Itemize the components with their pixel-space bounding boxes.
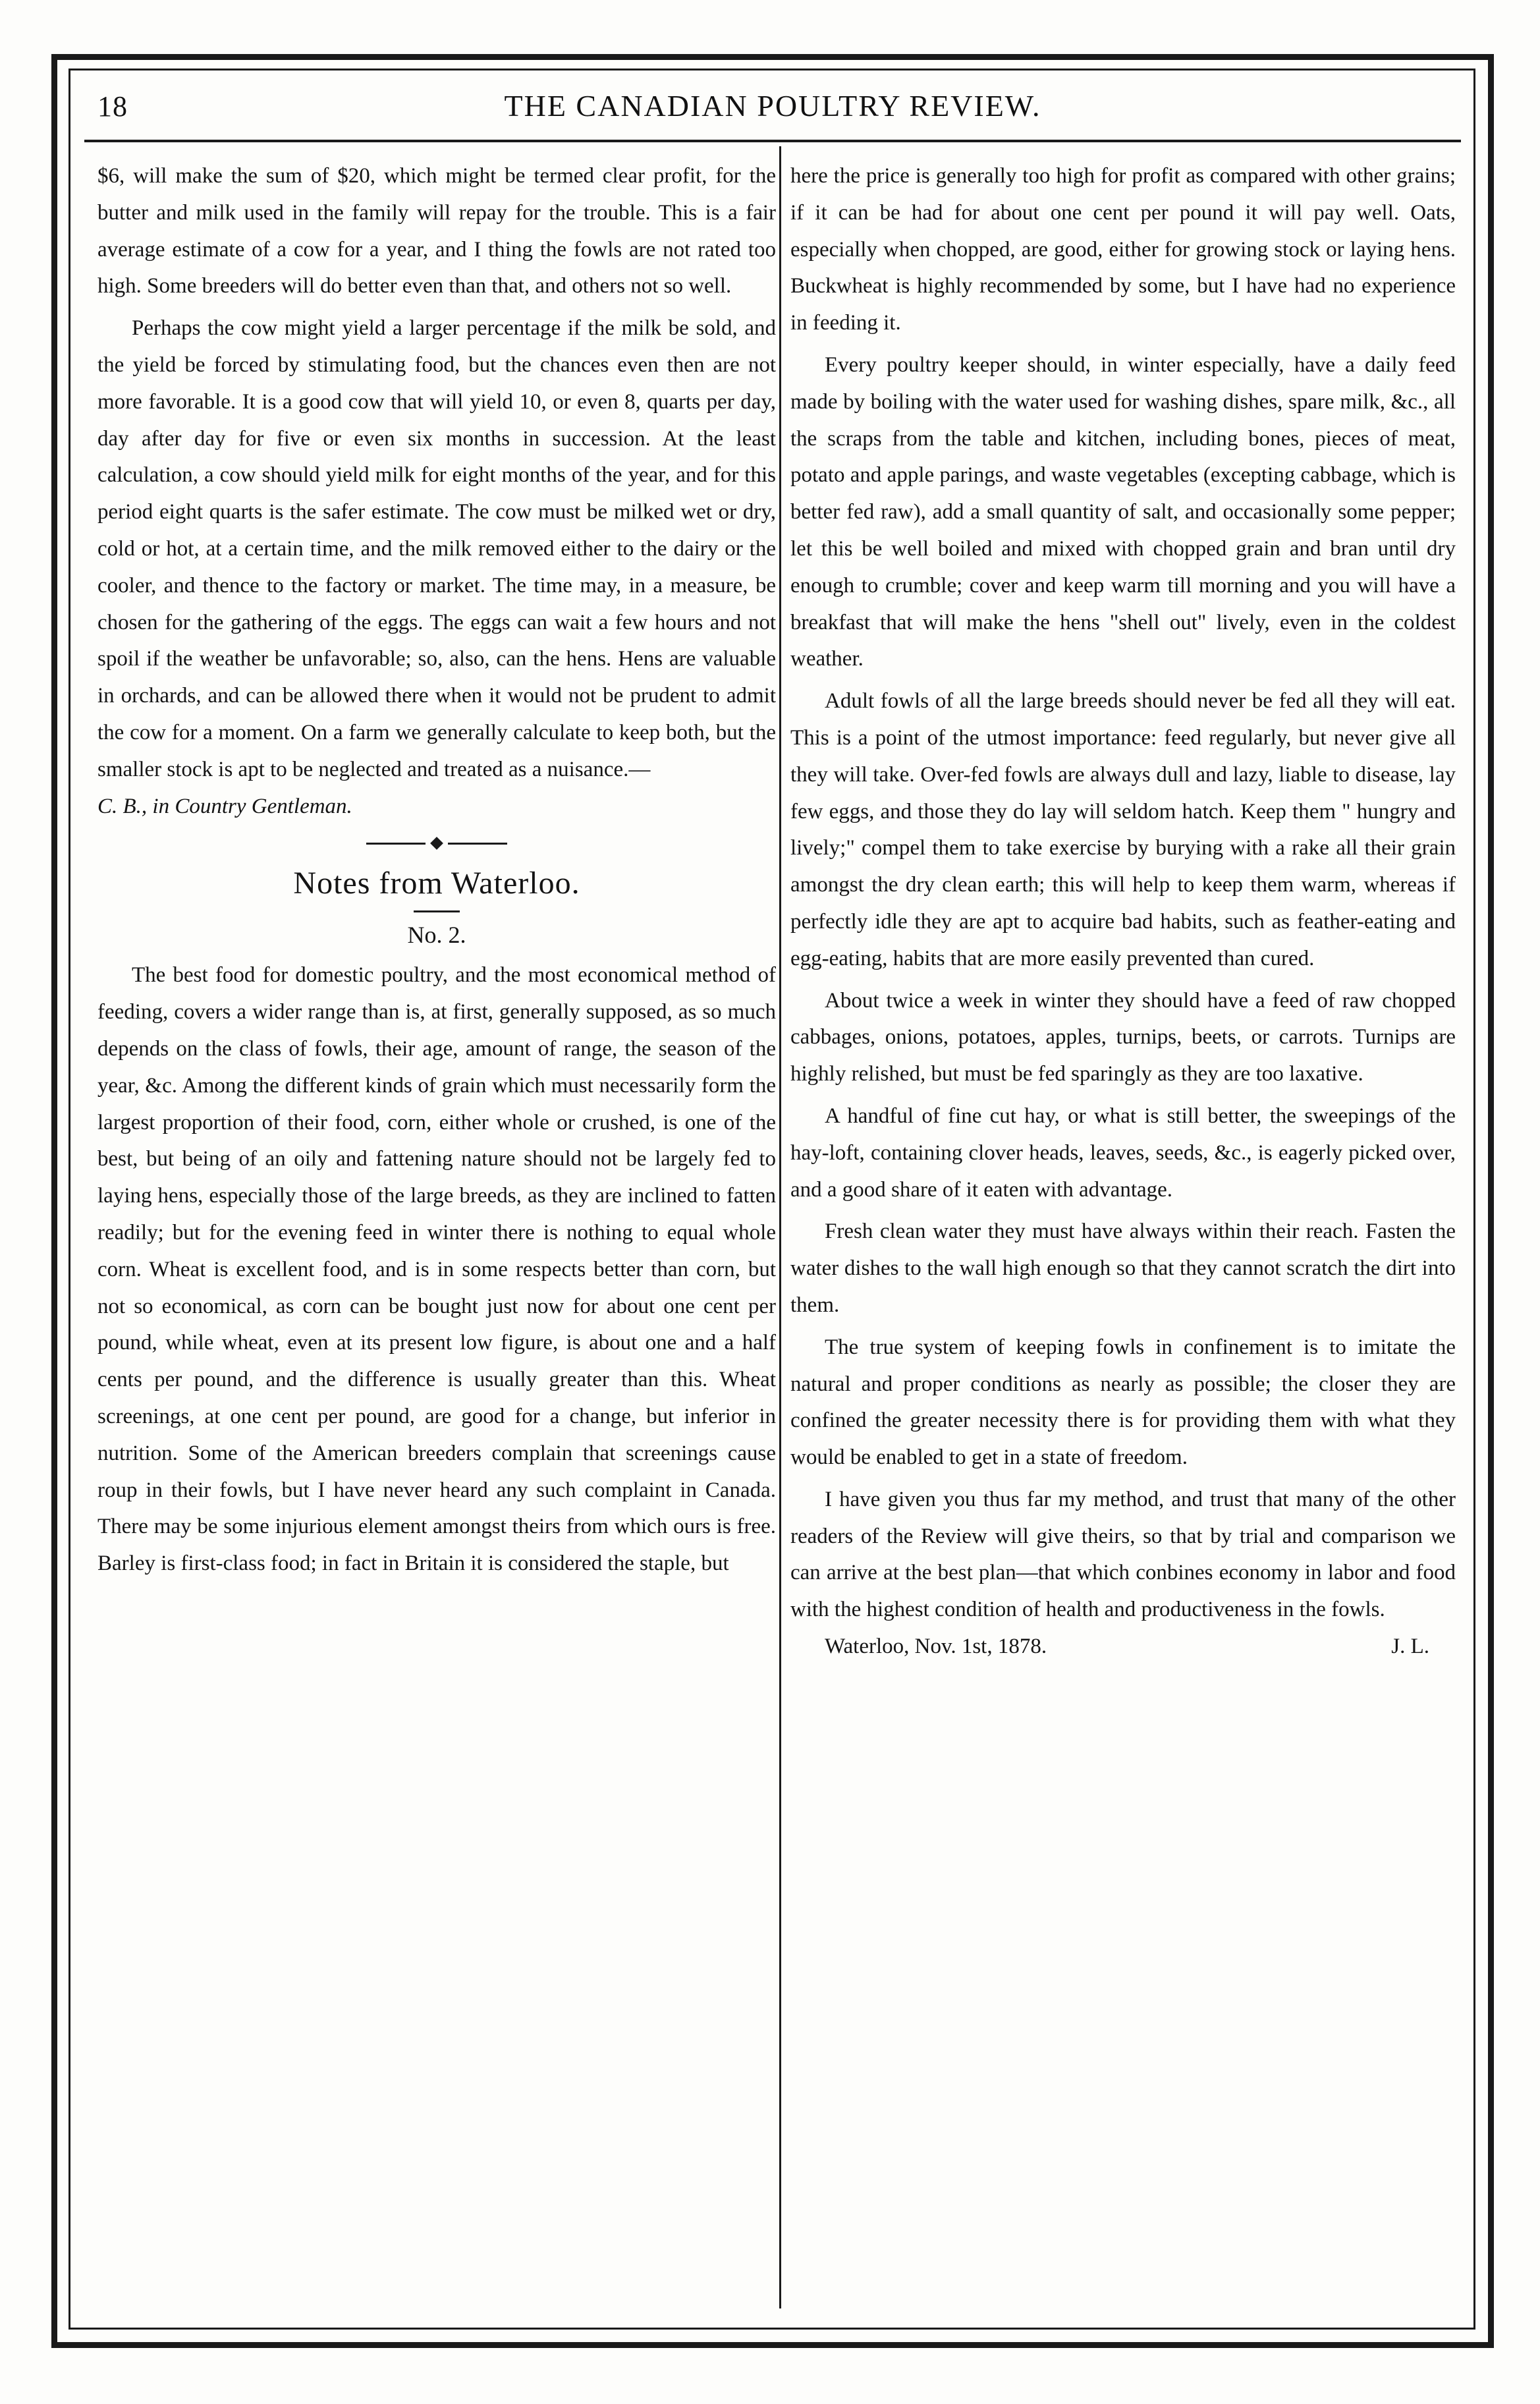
article-paragraph: $6, will make the sum of $20, which might be termed clear profit, for the butter and milk used in the family will repay for the trouble. This is a fair average estimate of a cow for a year, and I thing the fowls are not rated too high. Some breeders will do better even than that, and others not so well. — [97, 164, 776, 298]
section-title: Notes from Waterloo. — [293, 866, 580, 901]
header-rule — [84, 140, 1461, 142]
column-divider — [779, 146, 781, 2308]
article-paragraph: The best food for domestic poultry, and the most economical method of feeding, covers a wider range than is, at first, generally supposed, as so much depends on the class of fowls, their age, amount of range, the season of the year, &c. Among the different kinds of grain which must necessarily form the largest proportion of their food, corn, either whole or crushed, is one of the best, but being of an oily and fattening nature should not be largely fed to laying hens, especially those of the large breeds, as they are inclined to fatten readily; but for the evening feed in winter there is nothing to equal whole corn. Wheat is excellent food, and is in some respects better than corn, but not so economical, as corn can be bought just now for about one cent per pound, while wheat, even at its present low figure, is about one and a half cents per pound, and the difference is usually greater than this. Wheat screenings, at one cent per pound, are good for a change, but inferior in nutrition. Some of the American breeders complain that screenings cause roup in their fowls, but I have never heard any such complaint in Canada. There may be some injurious element amongst theirs from which ours is free. Barley is first-class food; in fact in Britain it is considered the staple, but — [97, 963, 776, 1576]
article-signature: C. B., in Country Gentleman. — [97, 794, 352, 818]
ornament-diamond — [430, 837, 443, 850]
section-ornament — [97, 829, 776, 855]
article-signoff — [790, 1629, 1456, 1665]
article-paragraph: Every poultry keeper should, in winter especially, have a daily feed made by boiling with the water used for washing dishes, spare milk, &c., all the scraps from the table and kitchen, including bones, pieces of meat, potato and apple parings, and waste vegetables (excepting cabbage, which is better fed raw), add a small quantity of salt, and occasionally some pepper; let this be well boiled and mixed with chopped grain and bran until dry enough to crumble; cover and keep warm till morning and you will have a breakfast that will make the hens "shell out" lively, even in the coldest weather. — [790, 352, 1456, 671]
section-number: No. 2. — [407, 922, 466, 949]
article-paragraph: Fresh clean water they must have always within their reach. Fasten the water dishes to the wall high enough so that they cannot scratch the dirt into them. — [790, 1219, 1456, 1317]
signoff-place-date: Waterloo, Nov. 1st, 1878. — [825, 1635, 1047, 1659]
left-column — [97, 158, 776, 1582]
right-column — [790, 158, 1456, 1665]
article-paragraph: I have given you thus far my method, and trust that many of the other readers of the Review will give theirs, so that by trial and comparison we can arrive at the best plan—that which conbines economy in labor and food with the highest condition of health and productiveness in the fowls. — [790, 1487, 1456, 1622]
journal-title: THE CANADIAN POULTRY REVIEW. — [504, 89, 1041, 123]
article-paragraph: Perhaps the cow might yield a larger percentage if the milk be sold, and the yield be forced by stimulating food, but the chances even then are not more favorable. It is a good cow that will yield 10, or even 8, quarts per day, day after day for five or even six months in succession. At the least calculation, a cow should yield milk for eight months of the year, and for this period eight quarts is the safer estimate. The cow must be milked wet or dry, cold or hot, at a certain time, and the milk removed either to the dairy or the cooler, and thence to the factory or market. The time may, in a measure, be chosen for the gathering of the eggs. The eggs can wait a few hours and not spoil if the weather be unfavorable; so, also, can the hens. Hens are valuable in orchards, and can be allowed there when it would not be prudent to admit the cow for a moment. On a farm we generally calculate to keep both, but the smaller stock is apt to be neglected and treated as a nuisance.— — [97, 316, 776, 781]
article-paragraph: About twice a week in winter they should have a feed of raw chopped cabbages, onions, potatoes, apples, turnips, beets, or carrots. Turnips are highly relished, but must be fed sparingly as they are too laxative. — [790, 988, 1456, 1086]
signoff-initials: J. L. — [1391, 1635, 1429, 1659]
title-rule — [414, 910, 460, 912]
page-number: 18 — [97, 90, 128, 123]
ornament-line — [448, 843, 507, 845]
article-paragraph: here the price is generally too high for profit as compared with other grains; if it can be had for about one cent per pound it will pay well. Oats, especially when chopped, are good, either for growing stock or laying hens. Buckwheat is highly recommended by some, but I have had no experience in feeding it. — [790, 164, 1456, 335]
article-paragraph: The true system of keeping fowls in confinement is to imitate the natural and proper conditions as nearly as possible; the closer they are confined the greater necessity there is for providing them with what they would be enabled to get in a state of freedom. — [790, 1335, 1456, 1470]
article-paragraph: Adult fowls of all the large breeds should never be fed all they will eat. This is a point of the utmost importance: feed regularly, but never give all they will take. Over-fed fowls are always dull and lazy, liable to disease, lay few eggs, and those they do lay will seldom hatch. Keep them " hungry and lively;" compel them to take exercise by burying with a rake all their grain amongst the dry clean earth; this will help to keep them warm, whereas if perfectly idle they are apt to acquire bad habits, such as feather-eating and egg-eating, habits that are more easily prevented than cured. — [790, 689, 1456, 970]
page-header — [84, 87, 1461, 129]
ornament-line — [366, 843, 426, 845]
article-paragraph: A handful of fine cut hay, or what is still better, the sweepings of the hay-loft, containing clover heads, leaves, seeds, &c., is eagerly picked over, and a good share of it eaten with advantage. — [790, 1104, 1456, 1202]
